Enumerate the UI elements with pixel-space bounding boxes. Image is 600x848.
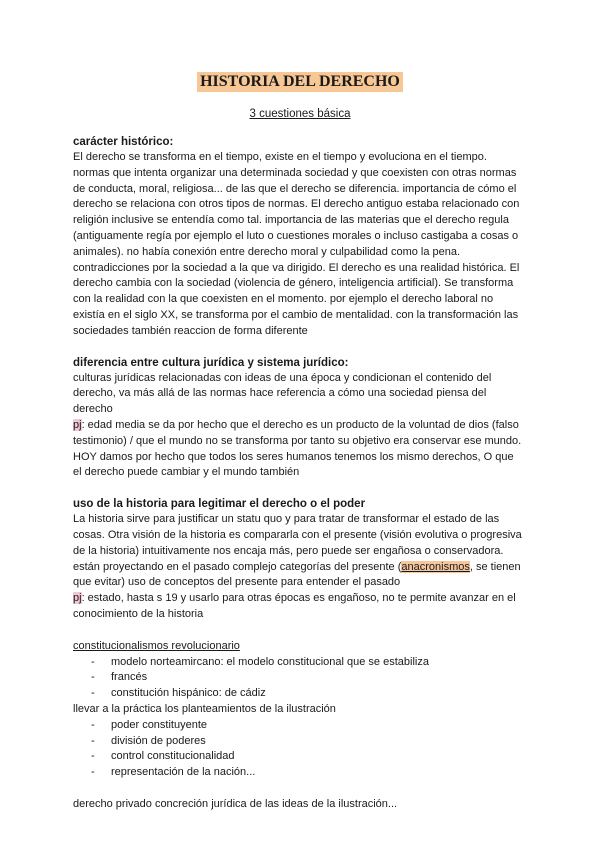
list-item: - representación de la nación... xyxy=(91,765,525,781)
section-paragraph: La historia sirve para justificar un statu quo y para tratar de transformar el estado de las cosas. Otra visión de la historia es compararla con el presente (visión evolutiva o progresiva de la historia) intuitivamente nos encaja más, pero puede ser engañosa o conservadora. están proyectando en el pasado complejo categorías del presente (anacronismos, se tienen que evitar) uso de conceptos del presente para entender el pasado xyxy=(73,513,522,589)
highlighted-term: anacronismos xyxy=(401,560,470,573)
section-paragraph: El derecho se transforma en el tiempo, existe en el tiempo y evoluciona en el tiempo. normas que intenta organizar una determinada sociedad y que coexisten con otras normas de conducta, moral, religiosa... de las que el derecho se diferencia. importancia de cómo el derecho se relaciona con otros tipos de normas. El derecho antiguo estaba relacionado con religión inclusive se entendía como tal. importancia de las materias que el derecho regula (antiguamente regía por ejemplo el luto o cuestiones morales o incluso castigaba a cosas o animales). no había conexión entre derecho moral y culpabilidad como la pena. contradicciones por la sociedad a la que va dirigido. El derecho es una realidad histórica. El derecho cambia con la sociedad (violencia de género, inteligencia artificial). Se transforma con la realidad con la que coexisten en el momento. por ejemplo el derecho laboral no existía en el siglo XX, se transforma por el cambio de mentalidad. con la transformación las sociedades también reaccion de forma diferente xyxy=(73,151,520,337)
section-legal-culture xyxy=(73,356,525,482)
closing-line: derecho privado concreción jurídica de las ideas de la ilustración... xyxy=(73,797,398,810)
list-item: - constitución hispánico: de cádiz xyxy=(91,686,525,702)
example-paragraph xyxy=(73,591,525,623)
section-heading: diferencia entre cultura jurídica y sistema jurídico: xyxy=(73,356,349,369)
dash-list xyxy=(73,655,525,702)
list-item: - división de poderes xyxy=(91,734,525,750)
page-title: HISTORIA DEL DERECHO xyxy=(197,72,403,92)
section-history-legitimation xyxy=(73,497,525,623)
list-item: - francés xyxy=(91,670,525,686)
section-heading-underlined: constitucionalismos revolucionario xyxy=(73,639,240,652)
example-text: : estado, hasta s 19 y usarlo para otras épocas es engañoso, no te permite avanzar en el conocimiento de la historia xyxy=(73,592,516,620)
section-historical-character xyxy=(73,135,525,340)
section-paragraph: culturas jurídicas relacionadas con ideas de una época y condicionan el contenido del derecho, va más allá de las normas hace referencia a cómo una sociedad piensa del derecho xyxy=(73,371,492,416)
section-heading: uso de la historia para legitimar el derecho o el poder xyxy=(73,498,366,511)
document-body xyxy=(73,135,525,813)
example-tag: pj xyxy=(73,592,82,605)
section-heading: carácter histórico: xyxy=(73,136,174,148)
example-text: : edad media se da por hecho que el derecho es un producto de la voluntad de dios (falso testimonio) / que el mundo no se transforma por tanto su objetivo era conservar ese mundo. HOY damos por hecho que todos los seres humanos tenemos los mismo derechos, O que el derecho puede cambiar y el mundo también xyxy=(73,418,522,479)
example-paragraph xyxy=(73,418,525,481)
dash-list xyxy=(73,718,525,781)
list-intro: llevar a la práctica los planteamientos de la ilustración xyxy=(73,702,336,715)
list-item: - modelo norteamircano: el modelo constitucional que se estabiliza xyxy=(91,655,525,671)
page-subtitle: 3 cuestiones básica xyxy=(249,108,351,120)
section-constitutionalism xyxy=(73,639,525,781)
list-item: - control constitucionalidad xyxy=(91,749,525,765)
list-item: - poder constituyente xyxy=(91,718,525,734)
example-tag: pj xyxy=(73,418,82,431)
